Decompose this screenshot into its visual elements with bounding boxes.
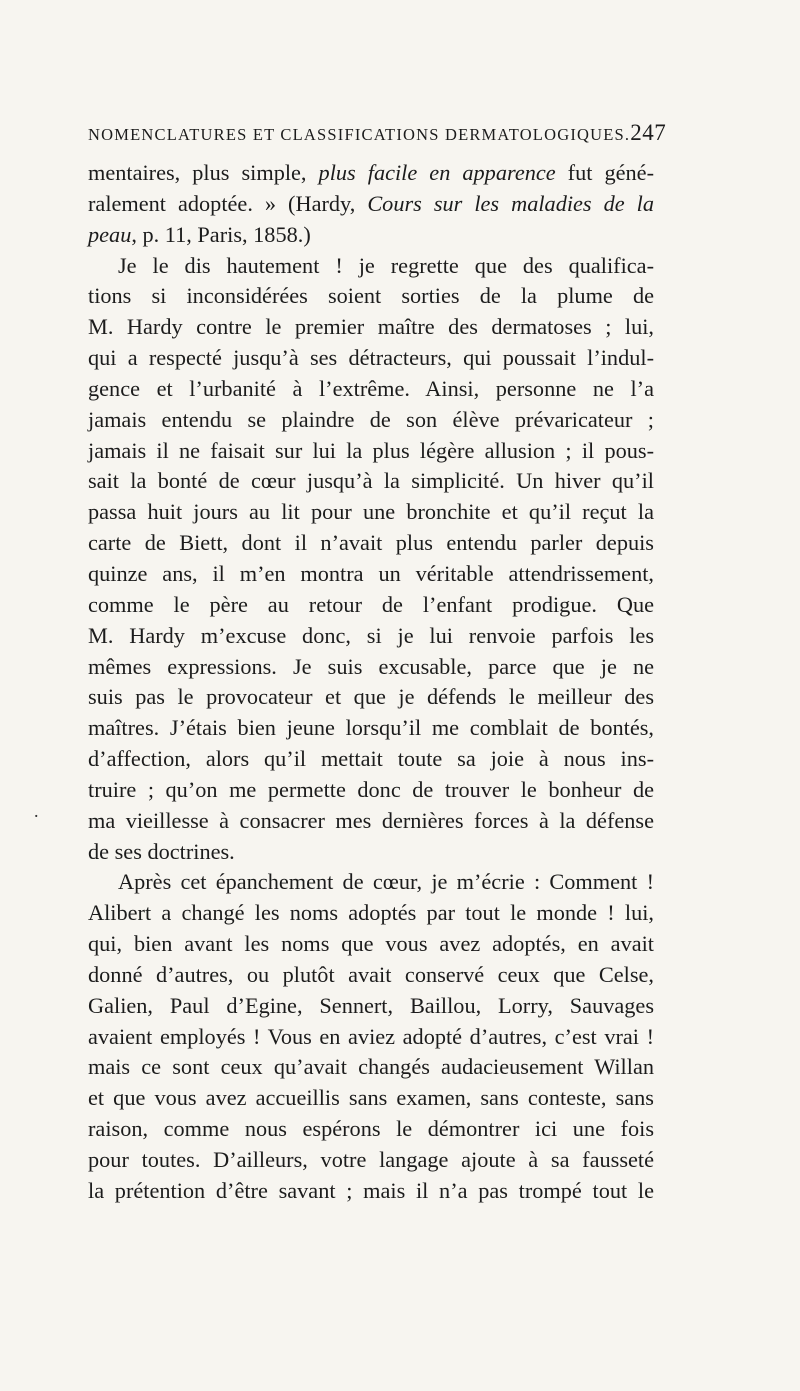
text-line — [88, 837, 654, 868]
text-run: jamais il ne faisait sur lui la plus légère allusion ; il pous- — [88, 437, 654, 463]
text-line — [88, 281, 654, 312]
text-line — [88, 497, 654, 528]
text-run: qui, bien avant les noms que vous avez adoptés, en avait — [88, 931, 654, 957]
text-line — [88, 158, 654, 189]
text-line — [88, 405, 654, 436]
text-line — [88, 374, 654, 405]
text-run: maîtres. J’étais bien jeune lorsqu’il me comblait de bontés, — [88, 715, 654, 741]
italic-text: plus facile en apparence — [318, 160, 556, 185]
text-run: , p. 11, Paris, 1858.) — [131, 221, 311, 247]
text-line — [88, 189, 654, 220]
text-line — [88, 682, 654, 713]
text-run: et que vous avez accueillis sans examen, sans conteste, sans — [88, 1085, 654, 1111]
text-line — [88, 775, 654, 806]
text-line — [88, 466, 654, 497]
text-run: comme le père au retour de l’enfant prodigue. Que — [88, 591, 654, 617]
text-line — [88, 436, 654, 467]
text-run: Alibert a changé les noms adoptés par tout le monde ! lui, — [88, 900, 654, 926]
text-run: avaient employés ! Vous en aviez adopté d’autres, c’est vrai ! — [88, 1023, 654, 1049]
text-run: Je le dis hautement ! je regrette que des qualifica- — [118, 252, 654, 278]
text-run: tions si inconsidérées soient sorties de la plume de — [88, 283, 654, 309]
text-line — [88, 1176, 654, 1207]
text-run: Après cet épanchement de cœur, je m’écrie : Comment ! — [118, 869, 654, 895]
text-run: fut géné- — [555, 160, 654, 185]
text-line — [88, 960, 654, 991]
body-text — [88, 158, 654, 1207]
page-number: 247 — [630, 120, 667, 145]
text-run: de ses doctrines. — [88, 838, 235, 864]
text-run: M. Hardy contre le premier maître des dermatoses ; lui, — [88, 314, 654, 340]
text-line — [88, 343, 654, 374]
text-run: truire ; qu’on me permette donc de trouver le bonheur de — [88, 776, 654, 802]
text-run: gence et l’urbanité à l’extrême. Ainsi, personne ne l’a — [88, 375, 654, 401]
text-run: qui a respecté jusqu’à ses détracteurs, qui poussait l’indul- — [88, 345, 654, 371]
text-line — [88, 806, 654, 837]
text-run: mêmes expressions. Je suis excusable, parce que je ne — [88, 653, 654, 679]
text-run: mais ce sont ceux qu’avait changés audacieusement Willan — [88, 1054, 654, 1080]
italic-text: peau — [88, 221, 132, 247]
text-run: suis pas le provocateur et que je défends le meilleur des — [88, 684, 654, 710]
italic-text: Cours sur les maladies de la — [367, 190, 654, 216]
text-run: jamais entendu se plaindre de son élève prévaricateur ; — [88, 406, 654, 432]
text-run: la prétention d’être savant ; mais il n’a pas trompé tout le — [88, 1177, 654, 1203]
text-run: pour toutes. D’ailleurs, votre langage ajoute à sa fausseté — [88, 1147, 654, 1172]
margin-mark: . — [34, 801, 39, 821]
running-head — [88, 120, 667, 146]
text-line — [88, 559, 654, 590]
text-line — [88, 1083, 654, 1114]
text-line — [88, 991, 654, 1022]
text-run: mentaires, plus simple, — [88, 160, 319, 185]
text-line — [88, 744, 654, 775]
text-run: carte de Biett, dont il n’avait plus entendu parler depuis — [88, 530, 654, 556]
text-line — [88, 220, 654, 251]
text-line — [88, 867, 654, 898]
text-line — [88, 1022, 654, 1053]
text-run: d’affection, alors qu’il mettait toute sa joie à nous ins- — [88, 746, 654, 772]
text-line — [88, 898, 654, 929]
text-run: donné d’autres, ou plutôt avait conservé ceux que Celse, — [88, 961, 654, 987]
text-line — [88, 312, 654, 343]
text-run: raison, comme nous espérons le démontrer ici une fois — [88, 1116, 654, 1142]
text-line — [88, 590, 654, 621]
text-run: sait la bonté de cœur jusqu’à la simplicité. Un hiver qu’il — [88, 468, 654, 494]
text-line — [88, 528, 654, 559]
text-line — [88, 652, 654, 683]
text-line — [88, 251, 654, 282]
text-run: ralement adoptée. » (Hardy, — [88, 190, 368, 216]
text-line — [88, 713, 654, 744]
text-line — [88, 1052, 654, 1083]
running-title: NOMENCLATURES ET CLASSIFICATIONS DERMATOLOGIQUES. — [88, 125, 631, 144]
text-run: M. Hardy m’excuse donc, si je lui renvoie parfois les — [88, 622, 654, 648]
text-run: quinze ans, il m’en montra un véritable attendrissement, — [88, 560, 654, 586]
text-run: passa huit jours au lit pour une bronchite et qu’il reçut la — [88, 499, 654, 525]
text-line — [88, 1114, 654, 1145]
text-run: ma vieillesse à consacrer mes dernières forces à la défense — [88, 807, 654, 833]
text-line — [88, 1145, 654, 1176]
text-line — [88, 621, 654, 652]
text-line — [88, 929, 654, 960]
text-run: Galien, Paul d’Egine, Sennert, Baillou, Lorry, Sauvages — [88, 992, 654, 1018]
